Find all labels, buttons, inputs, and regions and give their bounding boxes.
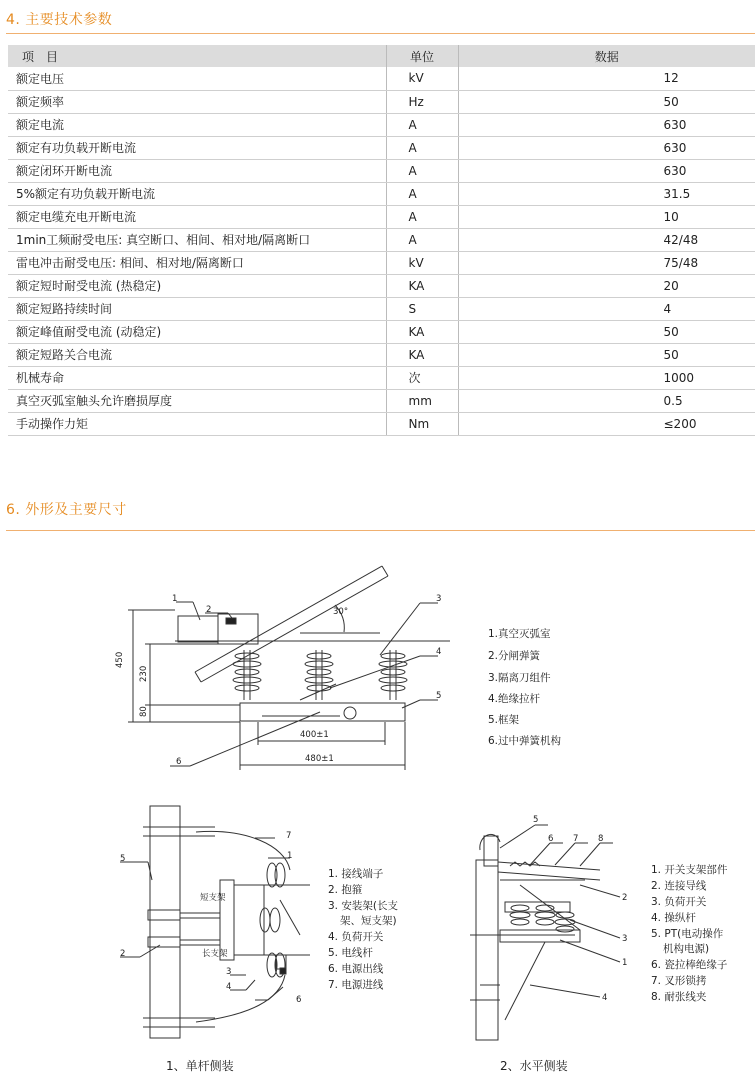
param-unit: Hz bbox=[386, 90, 458, 113]
fig3-caption: 2、水平侧装 bbox=[500, 1059, 568, 1073]
fig3-legend-2: 2. 连接导线 bbox=[651, 880, 707, 892]
fig2-long-bracket: 长支架 bbox=[202, 949, 228, 959]
fig2-caption: 1、单杆侧装 bbox=[166, 1059, 234, 1073]
param-name: 额定短路持续时间 bbox=[8, 297, 386, 320]
param-unit: Nm bbox=[386, 412, 458, 435]
fig3-legend-5b: 机构电源) bbox=[663, 943, 710, 955]
param-name: 额定有功负载开断电流 bbox=[8, 136, 386, 159]
fig1-legend-2: 2.分闸弹簧 bbox=[488, 650, 541, 662]
fig1-callout-4: 4 bbox=[436, 647, 442, 657]
param-value: 50 bbox=[458, 90, 755, 113]
param-value: 12 bbox=[458, 67, 755, 90]
section-6-title: 6. 外形及主要尺寸 bbox=[6, 502, 127, 518]
param-name: 额定短路关合电流 bbox=[8, 343, 386, 366]
param-name: 手动操作力矩 bbox=[8, 412, 386, 435]
fig3-callout-4: 4 bbox=[602, 993, 608, 1003]
param-name: 额定闭环开断电流 bbox=[8, 159, 386, 182]
fig3-callout-2: 2 bbox=[622, 893, 628, 903]
fig2-labels bbox=[120, 831, 398, 1005]
fig2-legend-3b: 架、短支架) bbox=[340, 915, 397, 927]
dim-480: 480±1 bbox=[305, 754, 334, 764]
param-value: 42/48 bbox=[458, 228, 755, 251]
fig2-legend-6: 6. 电源出线 bbox=[328, 963, 384, 975]
fig1-legend-1: 1.真空灭弧室 bbox=[488, 628, 551, 640]
param-unit: S bbox=[386, 297, 458, 320]
dim-80: 80 bbox=[139, 706, 149, 717]
param-name: 额定短时耐受电流 (热稳定) bbox=[8, 274, 386, 297]
param-name: 机械寿命 bbox=[8, 366, 386, 389]
param-unit: kV bbox=[386, 251, 458, 274]
fig2-legend-2: 2. 抱箍 bbox=[328, 884, 363, 896]
param-value: 630 bbox=[458, 136, 755, 159]
fig3-legend-6: 6. 瓷拉棒绝缘子 bbox=[651, 959, 728, 971]
param-value: 50 bbox=[458, 343, 755, 366]
param-value: ≤200 bbox=[458, 412, 755, 435]
fig3-drawing bbox=[470, 825, 620, 1040]
fig1-callout-2: 2 bbox=[206, 605, 212, 615]
header-item: 项 目 bbox=[8, 45, 386, 67]
section-4-title: 4. 主要技术参数 bbox=[6, 12, 113, 28]
fig2-legend-3: 3. 安装架(长支 bbox=[328, 900, 398, 912]
fig3-legend-8: 8. 耐张线夹 bbox=[651, 991, 707, 1003]
param-unit: mm bbox=[386, 389, 458, 412]
param-name: 1min工频耐受电压: 真空断口、相间、相对地/隔离断口 bbox=[8, 228, 386, 251]
fig1-callout-5: 5 bbox=[436, 691, 442, 701]
param-unit: A bbox=[386, 113, 458, 136]
param-name: 额定电流 bbox=[8, 113, 386, 136]
fig3-legend-7: 7. 叉形锁拷 bbox=[651, 975, 707, 987]
param-name: 真空灭弧室触头允许磨损厚度 bbox=[8, 389, 386, 412]
param-name: 额定电压 bbox=[8, 67, 386, 90]
param-value: 630 bbox=[458, 159, 755, 182]
fig3-callout-6: 6 bbox=[548, 834, 554, 844]
fig2-callout-7: 7 bbox=[286, 831, 292, 841]
fig3-legend-3: 3. 负荷开关 bbox=[651, 896, 707, 908]
param-name: 雷电冲击耐受电压: 相间、相对地/隔离断口 bbox=[8, 251, 386, 274]
param-value: 50 bbox=[458, 320, 755, 343]
fig1-legend-3: 3.隔离刀组件 bbox=[488, 672, 551, 684]
fig1-legend-6: 6.过中弹簧机构 bbox=[488, 735, 562, 747]
fig3-callout-5: 5 bbox=[533, 815, 539, 825]
param-unit: KA bbox=[386, 274, 458, 297]
fig3-legend-4: 4. 操纵杆 bbox=[651, 912, 696, 924]
fig1-callout-3: 3 bbox=[436, 594, 442, 604]
fig2-callout-1: 1 bbox=[287, 851, 293, 861]
header-unit: 单位 bbox=[386, 45, 458, 67]
fig2-callout-2: 2 bbox=[120, 949, 126, 959]
fig2-drawing bbox=[120, 806, 310, 1038]
fig2-callout-4: 4 bbox=[226, 982, 232, 992]
param-name: 5%额定有功负载开断电流 bbox=[8, 182, 386, 205]
param-value: 10 bbox=[458, 205, 755, 228]
fig2-legend-5: 5. 电线杆 bbox=[328, 947, 373, 959]
fig3-callout-3: 3 bbox=[622, 934, 628, 944]
fig2-legend-7: 7. 电源进线 bbox=[328, 979, 384, 991]
param-unit: 次 bbox=[386, 366, 458, 389]
param-unit: KA bbox=[386, 320, 458, 343]
dim-400: 400±1 bbox=[300, 730, 329, 740]
param-unit: A bbox=[386, 205, 458, 228]
fig3-callout-1: 1 bbox=[622, 958, 628, 968]
fig1-callout-1: 1 bbox=[172, 594, 178, 604]
param-value: 0.5 bbox=[458, 389, 755, 412]
dim-angle: 30° bbox=[333, 607, 349, 617]
param-unit: A bbox=[386, 159, 458, 182]
fig3-callout-7: 7 bbox=[573, 834, 579, 844]
param-value: 1000 bbox=[458, 366, 755, 389]
param-unit: kV bbox=[386, 67, 458, 90]
param-unit: A bbox=[386, 136, 458, 159]
param-unit: A bbox=[386, 182, 458, 205]
fig1-callout-6: 6 bbox=[176, 757, 182, 767]
fig2-callout-6: 6 bbox=[296, 995, 302, 1005]
param-unit: KA bbox=[386, 343, 458, 366]
param-name: 额定峰值耐受电流 (动稳定) bbox=[8, 320, 386, 343]
fig2-short-bracket: 短支架 bbox=[200, 893, 226, 903]
param-name: 额定频率 bbox=[8, 90, 386, 113]
fig3-legend-5: 5. PT(电动操作 bbox=[651, 928, 724, 940]
fig1-legend-5: 5.框架 bbox=[488, 714, 520, 726]
fig2-legend-1: 1. 接线端子 bbox=[328, 868, 384, 880]
dim-230: 230 bbox=[139, 665, 149, 682]
fig2-callout-3: 3 bbox=[226, 967, 232, 977]
fig1-legend-4: 4.绝缘拉杆 bbox=[488, 693, 541, 705]
fig3-legend-1: 1. 开关支架部件 bbox=[651, 864, 728, 876]
fig3-callout-8: 8 bbox=[598, 834, 604, 844]
fig2-callout-5: 5 bbox=[120, 854, 126, 864]
param-unit: A bbox=[386, 228, 458, 251]
param-value: 75/48 bbox=[458, 251, 755, 274]
param-value: 4 bbox=[458, 297, 755, 320]
dim-450: 450 bbox=[115, 651, 125, 668]
param-name: 额定电缆充电开断电流 bbox=[8, 205, 386, 228]
fig2-legend-4: 4. 负荷开关 bbox=[328, 931, 384, 943]
param-value: 20 bbox=[458, 274, 755, 297]
param-value: 31.5 bbox=[458, 182, 755, 205]
param-value: 630 bbox=[458, 113, 755, 136]
header-value: 数据 bbox=[458, 45, 755, 67]
